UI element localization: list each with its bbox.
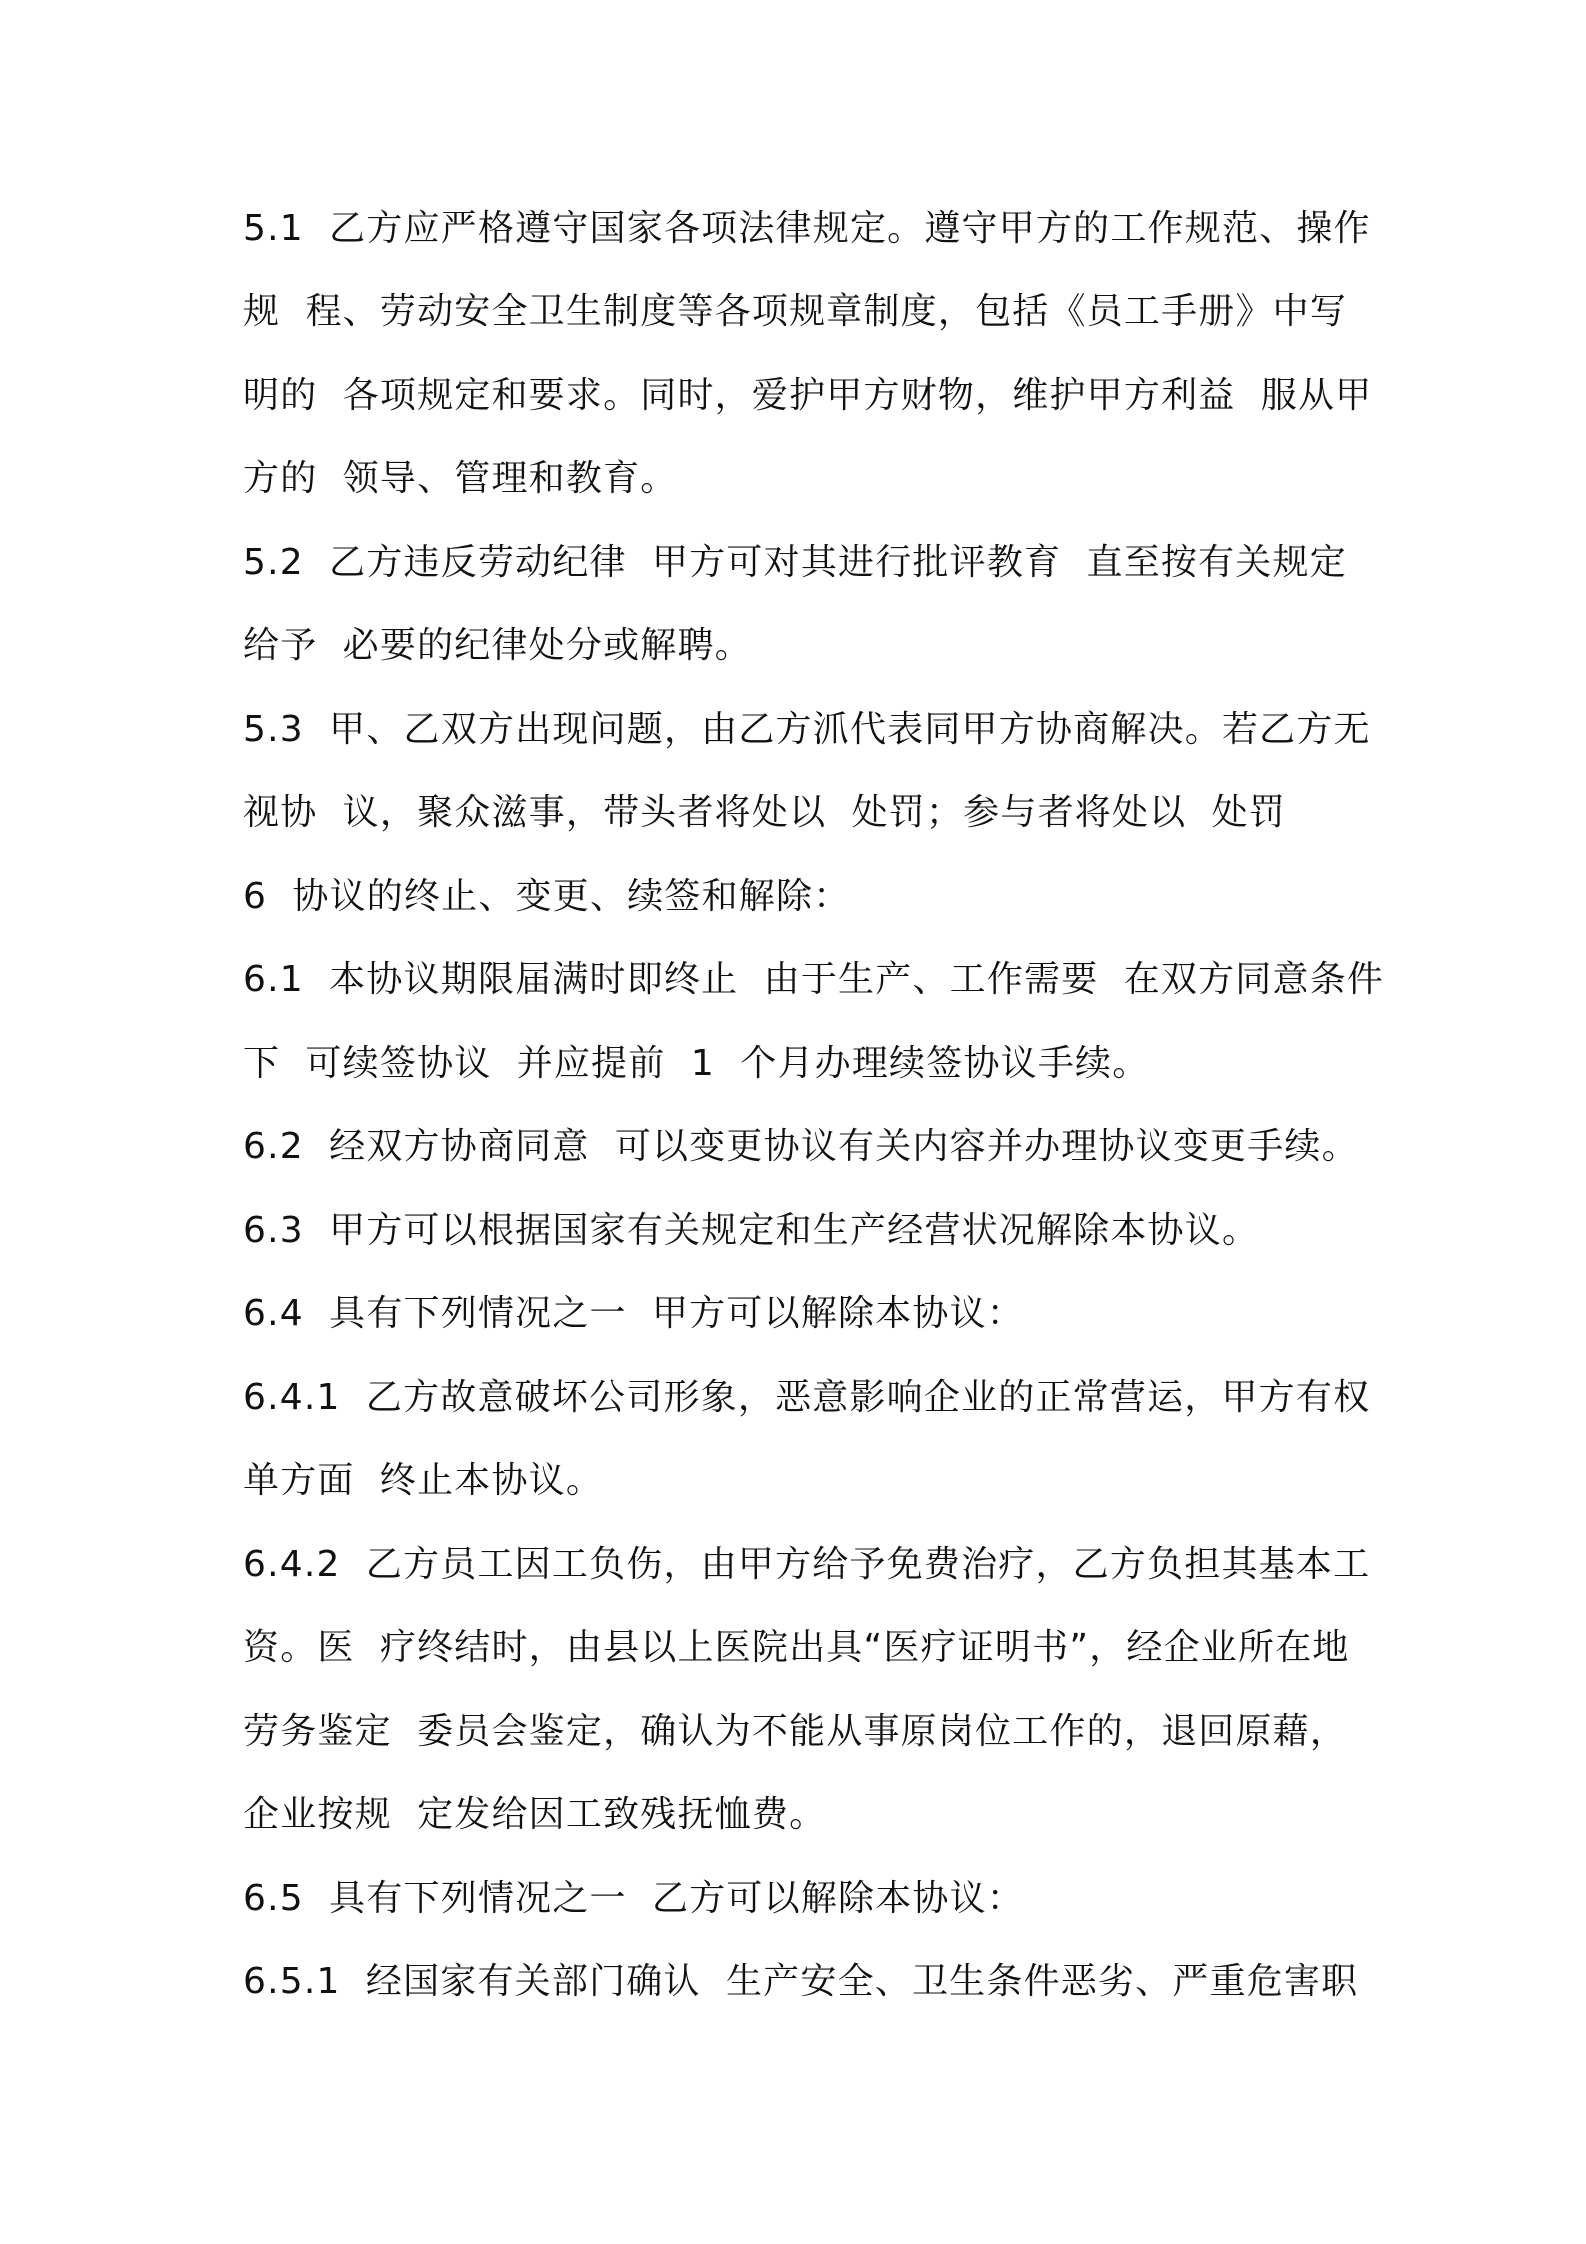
text-line: 5.3 甲、乙双方出现问题，由乙方沠代表同甲方协商解决。若乙方无	[243, 709, 1371, 750]
text-line: 明的 各项规定和要求。同时，爱护甲方财物，维护甲方利益 服从甲	[243, 375, 1373, 416]
text-line: 规 程、劳动安全卫生制度等各项规章制度，包括《员工手册》中写	[243, 291, 1348, 332]
text-line: 劳务鉴定 委员会鉴定，确认为不能从事原岗位工作的，退回原藉，	[243, 1711, 1348, 1752]
text-line: 6.2 经双方协商同意 可以变更协议有关内容并办理协议变更手续。	[243, 1126, 1359, 1167]
text-line: 6.5 具有下列情况之一 乙方可以解除本协议：	[243, 1878, 1025, 1919]
text-line: 6 协议的终止、变更、续签和解除：	[243, 876, 851, 917]
text-line: 6.4 具有下列情况之一 甲方可以解除本协议：	[243, 1293, 1025, 1334]
text-line: 5.2 乙方违反劳动纪律 甲方可对其进行批评教育 直至按有关规定	[243, 542, 1347, 583]
text-line: 下 可续签协议 并应提前 1 个月办理续签协议手续。	[243, 1043, 1150, 1084]
text-line: 视协 议，聚众滋事，带头者将处以 处罚；参与者将处以 处罚	[243, 792, 1287, 833]
text-line: 5.1 乙方应严格遵守国家各项法律规定。遵守甲方的工作规范、操作	[243, 208, 1371, 249]
text-line: 资。医 疗终结时，由县以上医院出具“医疗证明书”，经企业所在地	[243, 1627, 1350, 1668]
text-line: 6.5.1 经国家有关部门确认 生产安全、卫生条件恶劣、严重危害职	[243, 1961, 1359, 2002]
text-line: 方的 领导、管理和教育。	[243, 458, 678, 499]
text-line: 6.1 本协议期限届满时即终止 由于生产、工作需要 在双方同意条件	[243, 959, 1385, 1000]
text-line: 企业按规 定发给因工致残抚恤费。	[243, 1794, 827, 1835]
text-line: 给予 必要的纪律处分或解聘。	[243, 625, 752, 666]
text-line: 单方面 终止本协议。	[243, 1460, 604, 1501]
text-line: 6.4.2 乙方员工因工负伤，由甲方给予免费治疗，乙方负担其基本工	[243, 1544, 1371, 1585]
text-line: 6.3 甲方可以根据国家有关规定和生产经营状况解除本协议。	[243, 1210, 1260, 1251]
text-line: 6.4.1 乙方故意破坏公司形象，恶意影响企业的正常营运，甲方有权	[243, 1377, 1371, 1418]
